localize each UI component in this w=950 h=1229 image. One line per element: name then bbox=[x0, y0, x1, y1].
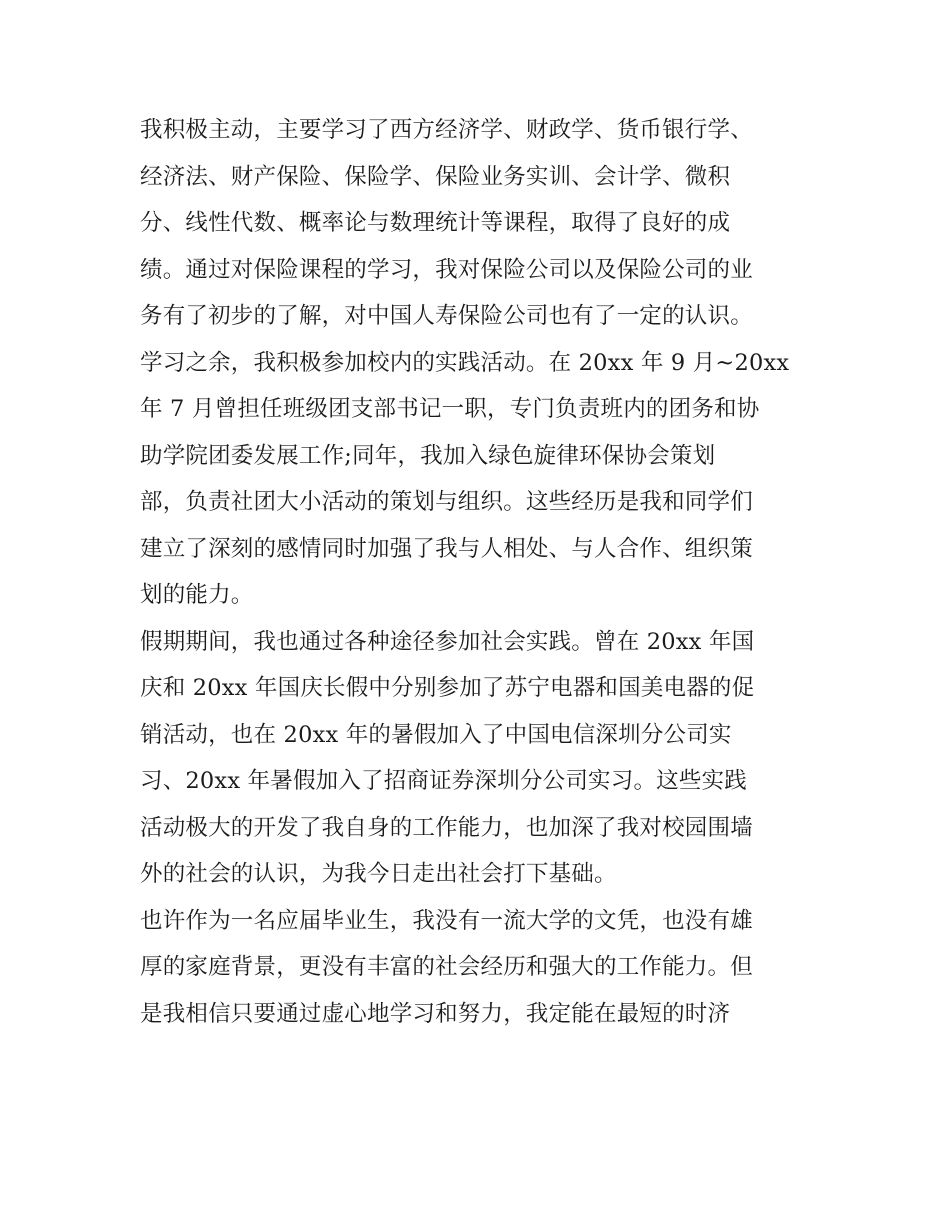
text-line-7: 年 7 月曾担任班级团支部书记一职，专门负责班内的团务和协 bbox=[140, 396, 760, 422]
text-line-13: 庆和 20xx 年国庆长假中分别参加了苏宁电器和国美电器的促 bbox=[140, 675, 755, 701]
text-line-16: 活动极大的开发了我自身的工作能力，也加深了我对校园围墙 bbox=[140, 814, 753, 841]
text-line-10: 建立了深刻的感情同时加强了我与人相处、与人合作、组织策 bbox=[140, 535, 753, 562]
text-line-9: 部，负责社团大小活动的策划与组织。这些经历是我和同学们 bbox=[140, 489, 753, 515]
text-line-3: 分、线性代数、概率论与数理统计等课程，取得了良好的成 bbox=[140, 210, 731, 236]
text-line-17: 外的社会的认识，为我今日走出社会打下基础。 bbox=[140, 861, 617, 887]
text-line-14: 销活动，也在 20xx 年的暑假加入了中国电信深圳分公司实 bbox=[140, 721, 732, 748]
text-line-2: 经济法、财产保险、保险学、保险业务实训、会计学、微积 bbox=[140, 163, 731, 190]
text-line-11: 划的能力。 bbox=[140, 582, 254, 608]
text-line-18: 也许作为一名应届毕业生，我没有一流大学的文凭，也没有雄 bbox=[140, 907, 753, 934]
text-line-1: 我积极主动，主要学习了西方经济学、财政学、货币银行学、 bbox=[140, 117, 753, 143]
text-line-6: 学习之余，我积极参加校内的实践活动。在 20xx 年 9 月~20xx bbox=[140, 349, 790, 376]
text-line-4: 绩。通过对保险课程的学习，我对保险公司以及保险公司的业 bbox=[140, 256, 753, 283]
text-line-12: 假期期间，我也通过各种途径参加社会实践。曾在 20xx 年国 bbox=[140, 628, 755, 655]
text-line-15: 习、20xx 年暑假加入了招商证券深圳分公司实习。这些实践 bbox=[140, 768, 747, 794]
document-body bbox=[140, 107, 830, 1037]
text-line-5: 务有了初步的了解，对中国人寿保险公司也有了一定的认识。 bbox=[140, 303, 753, 329]
text-line-8: 助学院团委发展工作;同年，我加入绿色旋律环保协会策划 bbox=[140, 442, 716, 469]
text-line-19: 厚的家庭背景，更没有丰富的社会经历和强大的工作能力。但 bbox=[140, 954, 753, 980]
text-line-20: 是我相信只要通过虚心地学习和努力，我定能在最短的时济 bbox=[140, 1000, 731, 1027]
